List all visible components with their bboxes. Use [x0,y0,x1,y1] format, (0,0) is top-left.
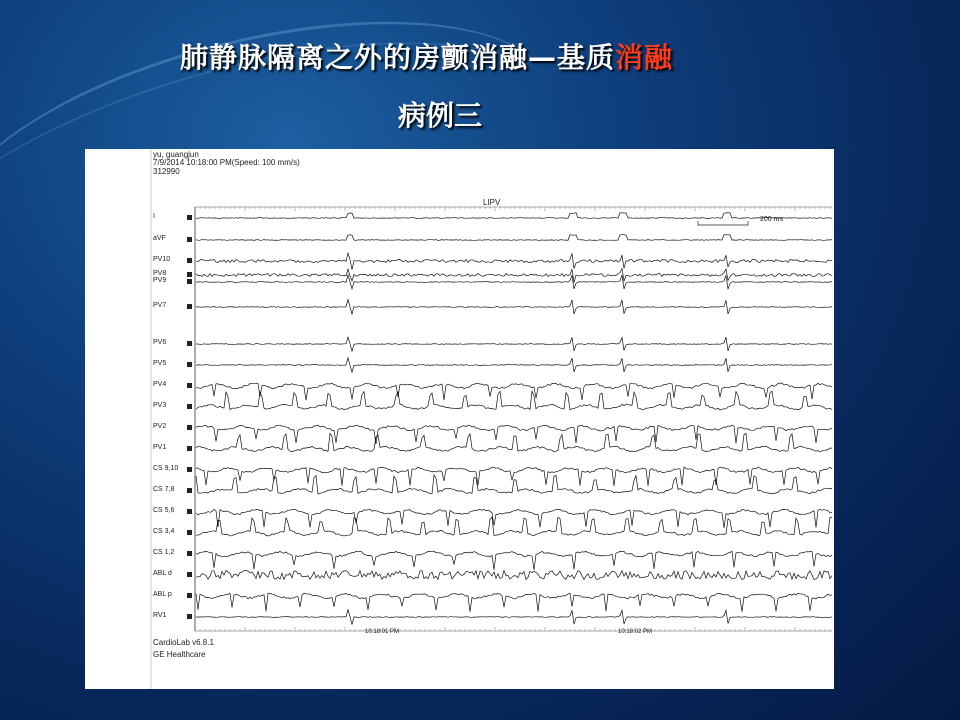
trace-line [196,610,832,625]
title-main: 肺静脉隔离之外的房颤消融—基质 [180,41,616,74]
channel-marker [187,425,192,430]
vendor-label: GE Healthcare [153,650,206,659]
channel-label: I [153,213,155,220]
channel-marker [187,467,192,472]
channel-marker [187,304,192,309]
ecg-tracing-figure [85,149,834,689]
trace-line [196,551,832,570]
channel-marker [187,341,192,346]
channel-marker [187,446,192,451]
channel-label: ABL p [153,591,172,598]
channel-marker [187,362,192,367]
channel-label: PV9 [153,277,167,284]
trace-line [196,571,832,580]
channel-marker [187,272,192,277]
trace-line [196,509,832,528]
channel-marker [187,488,192,493]
title-highlight: 消融 [615,41,674,74]
recording-date: 7/9/2014 10:18:00 PM(Speed: 100 mm/s) [153,158,300,167]
channel-marker [187,383,192,388]
ecg-traces [85,149,834,689]
channel-label: PV10 [153,256,171,263]
channel-label: PV3 [153,402,167,409]
channel-marker [187,614,192,619]
slide-title [180,36,880,76]
software-label: CardioLab v6.8.1 [153,638,214,647]
channel-label: PV4 [153,381,167,388]
channel-marker [187,215,192,220]
scale-label: 200 ms [760,216,783,223]
trace-line [196,300,832,315]
trace-line [196,253,832,269]
channel-marker [187,258,192,263]
channel-marker [187,572,192,577]
channel-label: CS 3,4 [153,528,175,535]
trace-line [196,517,832,536]
channel-label: PV8 [153,270,167,277]
channel-marker [187,279,192,284]
trace-line [196,467,832,486]
section-label: LIPV [483,198,501,207]
channel-marker [187,593,192,598]
trace-line [196,475,832,494]
channel-label: aVF [153,235,166,242]
channel-label: ABL d [153,570,172,577]
channel-marker [187,509,192,514]
slide-subtitle: 病例三 [398,99,483,132]
channel-label: PV1 [153,444,167,451]
channel-marker [187,237,192,242]
channel-label: CS 1,2 [153,549,175,556]
channel-marker [187,551,192,556]
trace-line [196,337,832,351]
channel-label: CS 7,8 [153,486,175,493]
channel-label: PV2 [153,423,167,430]
channel-marker [187,530,192,535]
channel-label: PV6 [153,339,167,346]
channel-label: CS 5,6 [153,507,175,514]
trace-line [196,383,832,400]
timestamp-2: 10:18:02 PM [618,629,653,635]
trace-line [196,275,832,289]
timestamp-1: 10:18:01 PM [365,629,400,635]
channel-label: CS 9,10 [153,465,179,472]
trace-line [196,213,832,219]
trace-line [196,235,832,241]
trace-line [196,593,832,612]
patient-id: 312990 [153,167,180,176]
channel-label: RV1 [153,612,167,619]
channel-marker [187,404,192,409]
channel-label: PV5 [153,360,167,367]
trace-line [196,425,832,444]
trace-line [196,391,832,410]
trace-line [196,358,832,372]
channel-label: PV7 [153,302,167,309]
trace-line [196,269,832,283]
patient-name: yu, guangjun [153,150,199,159]
